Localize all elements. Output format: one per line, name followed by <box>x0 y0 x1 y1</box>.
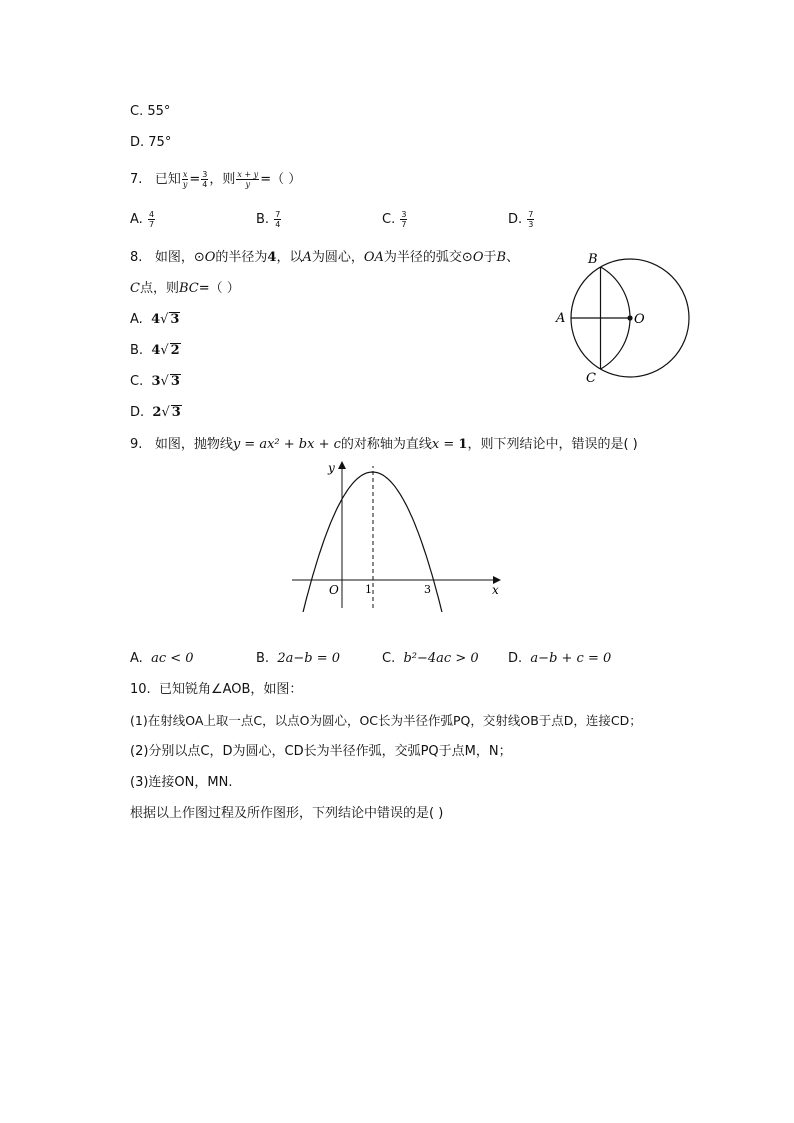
q10-conclusion: 根据以上作图过程及所作图形，下列结论中错误的是( ) <box>130 806 444 821</box>
q9-label-y: y <box>328 461 335 475</box>
q6-option-d: D. 75° <box>130 135 172 150</box>
q7-option-a: A. $\frac{4}{7}$ <box>130 210 155 229</box>
q7-option-c-fraction: $\frac{3}{7}$ <box>401 210 407 229</box>
q8-center-dot <box>627 315 632 320</box>
q9-label-origin: O <box>329 583 339 597</box>
q7-fraction-3-over-4: $\frac{3}{4}$ <box>202 170 208 189</box>
q10-step-1: (1)在射线OA上取一点C，以点O为圆心，OC长为半径作弧PQ，交射线OB于点D，连接CD； <box>130 713 642 728</box>
q9-option-c: C. b²−4ac > 0 <box>382 651 479 666</box>
q7-fraction-xy-over-y: $\frac{x + y}{y}$ <box>237 170 259 189</box>
q9-stem: 9. 如图，抛物线y = ax² + bx + c的对称轴为直线x = 1，则下列结论中，错误的是( ) <box>130 437 638 452</box>
q10-number: 10. <box>130 682 151 697</box>
q8-option-b: B. 4√ 2 <box>130 343 180 358</box>
q9-option-b: B. 2a−b = 0 <box>256 651 340 666</box>
q7-option-b: B. $\frac{7}{4}$ <box>256 210 281 229</box>
q8-label-c: C <box>586 371 596 386</box>
q9-equation: y = ax² + bx + c <box>232 437 341 452</box>
q9-label-1: 1 <box>365 583 372 596</box>
q9-option-a: A. ac < 0 <box>130 651 194 666</box>
q10-step-2: (2)分别以点C，D为圆心，CD长为半径作弧，交弧PQ于点M，N； <box>130 744 512 759</box>
q7-option-c: C. $\frac{3}{7}$ <box>382 210 407 229</box>
q7-text-mid: ，则 <box>209 172 236 187</box>
q7-equals: = <box>189 172 201 187</box>
q7-option-a-fraction: $\frac{4}{7}$ <box>148 210 155 229</box>
q10-step-3: (3)连接ON，MN. <box>130 775 233 790</box>
q9-option-d: D. a−b + c = 0 <box>508 651 612 666</box>
q6-option-c: C. 55° <box>130 104 171 119</box>
q7-option-b-fraction: $\frac{7}{4}$ <box>275 210 281 229</box>
q8-stem-line2: C点，则BC=（ ） <box>130 281 240 296</box>
q8-label-o: O <box>634 312 645 327</box>
q9-parabola-figure <box>288 458 506 612</box>
q8-stem-line1: 8. 如图，⊙O的半径为4，以A为圆心，OA为半径的弧交⊙O于B、 <box>130 250 520 265</box>
q8-option-a: A. 4√ 3 <box>130 312 180 327</box>
q8-circle-figure <box>548 246 698 386</box>
q9-label-x: x <box>492 583 499 597</box>
q8-number: 8. <box>130 250 143 265</box>
q7-number: 7. <box>130 172 143 187</box>
q8-option-d: D. 2√ 3 <box>130 405 181 420</box>
q10-title: 10. 已知锐角∠AOB，如图： <box>130 682 303 697</box>
q8-option-c: C. 3√ 3 <box>130 374 180 389</box>
q7-option-d: D. $\frac{7}{3}$ <box>508 210 534 229</box>
q7-text-tail: =（ ） <box>260 172 302 187</box>
q7-text-pre: 已知 <box>154 172 181 187</box>
q7-fraction-x-over-y: $\frac{x}{y}$ <box>182 170 188 189</box>
q9-number: 9. <box>130 437 143 452</box>
q8-label-b: B <box>588 252 598 267</box>
q8-label-a: A <box>556 311 566 326</box>
q7-stem <box>130 168 301 192</box>
q9-label-3: 3 <box>424 583 431 596</box>
q7-option-d-fraction: $\frac{7}{3}$ <box>528 210 534 229</box>
